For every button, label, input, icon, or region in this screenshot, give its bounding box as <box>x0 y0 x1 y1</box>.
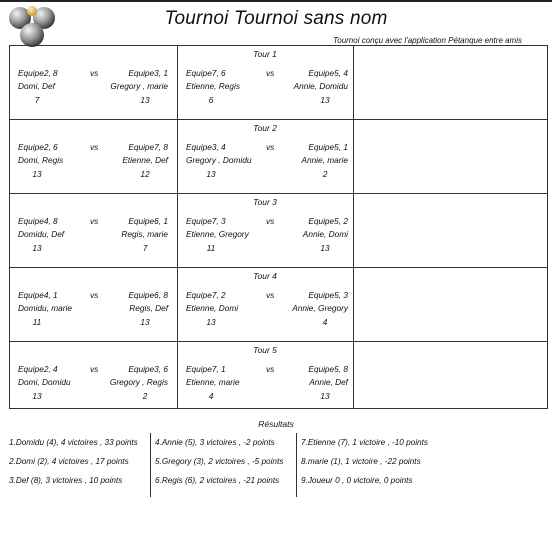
players-left: Domi, Domidu <box>18 377 71 387</box>
ranking-item: 5.Gregory (3), 2 victoires , -5 points <box>155 457 284 466</box>
results-column-3 <box>296 433 428 497</box>
score-right: 2 <box>142 391 148 401</box>
results-title: Résultats <box>258 419 294 429</box>
match-2 <box>186 214 348 264</box>
team-left: Equipe4, 1 <box>18 290 58 300</box>
score-left: 13 <box>32 391 42 401</box>
tours-grid <box>9 45 548 409</box>
players-right: Annie, Domidu <box>293 81 348 91</box>
score-right: 12 <box>140 169 150 179</box>
match-1 <box>18 140 168 190</box>
team-left: Equipe2, 6 <box>18 142 58 152</box>
tour-block-2 <box>10 120 547 194</box>
score-right: 13 <box>140 317 150 327</box>
score-left: 13 <box>206 169 216 179</box>
ranking-item: 7.Etienne (7), 1 victoire , -10 points <box>301 438 428 447</box>
score-left: 13 <box>32 243 42 253</box>
players-left: Domi, Regis <box>18 155 64 165</box>
team-right: Equipe5, 3 <box>308 290 348 300</box>
team-left: Equipe7, 6 <box>186 68 226 78</box>
team-right: Equipe3, 1 <box>128 68 168 78</box>
page-subtitle: Tournoi conçu avec l'application Pétanque entre amis <box>333 36 522 45</box>
team-right: Equipe6, 8 <box>128 290 168 300</box>
team-left: Equipe2, 4 <box>18 364 58 374</box>
score-left: 7 <box>34 95 40 105</box>
vs-label: vs <box>266 364 275 374</box>
page-title: Tournoi Tournoi sans nom <box>164 8 388 29</box>
team-right: Equipe5, 8 <box>308 364 348 374</box>
column-divider <box>353 194 354 267</box>
tour-label: Tour 3 <box>253 197 277 207</box>
team-left: Equipe4, 8 <box>18 216 58 226</box>
players-left: Etienne, Regis <box>186 81 240 91</box>
tour-label: Tour 5 <box>253 345 277 355</box>
score-left: 6 <box>208 95 214 105</box>
score-right: 13 <box>320 243 330 253</box>
players-left: Etienne, Domi <box>186 303 239 313</box>
tour-label: Tour 2 <box>253 123 277 133</box>
players-right: Annie, Def <box>309 377 348 387</box>
score-right: 13 <box>140 95 150 105</box>
column-divider <box>353 342 354 408</box>
column-divider <box>353 268 354 341</box>
score-left: 11 <box>32 317 42 327</box>
ranking-item: 2.Domi (2), 4 victoires , 17 points <box>9 457 129 466</box>
team-left: Equipe3, 4 <box>186 142 226 152</box>
vs-label: vs <box>266 68 275 78</box>
vs-label: vs <box>266 216 275 226</box>
team-right: Equipe6, 1 <box>128 216 168 226</box>
match-2 <box>186 140 348 190</box>
score-right: 13 <box>320 95 330 105</box>
column-divider <box>353 46 354 119</box>
team-left: Equipe2, 8 <box>18 68 58 78</box>
team-left: Equipe7, 1 <box>186 364 226 374</box>
score-left: 4 <box>208 391 214 401</box>
players-left: Etienne, Gregory <box>186 229 249 239</box>
tour-label: Tour 4 <box>253 271 277 281</box>
match-1 <box>18 288 168 338</box>
players-left: Domidu, marie <box>18 303 72 313</box>
match-2 <box>186 288 348 338</box>
match-2 <box>186 362 348 412</box>
score-right: 4 <box>322 317 328 327</box>
team-left: Equipe7, 2 <box>186 290 226 300</box>
top-rule <box>0 0 552 2</box>
players-right: Annie, Gregory <box>292 303 348 313</box>
vs-label: vs <box>266 290 275 300</box>
players-left: Etienne, marie <box>186 377 240 387</box>
vs-label: vs <box>90 364 99 374</box>
team-right: Equipe5, 1 <box>308 142 348 152</box>
tour-block-4 <box>10 268 547 342</box>
score-right: 13 <box>320 391 330 401</box>
ranking-item: 4.Annie (5), 3 victoires , -2 points <box>155 438 275 447</box>
players-right: Regis, marie <box>121 229 168 239</box>
tour-block-3 <box>10 194 547 268</box>
ranking-item: 6.Regis (6), 2 victoires , -21 points <box>155 476 280 485</box>
score-left: 13 <box>32 169 42 179</box>
vs-label: vs <box>90 142 99 152</box>
match-1 <box>18 362 168 412</box>
ranking-item: 9.Joueur 0 , 0 victoire, 0 points <box>301 476 413 485</box>
score-right: 2 <box>322 169 328 179</box>
match-1 <box>18 214 168 264</box>
match-1 <box>18 66 168 116</box>
players-left: Domi, Def <box>18 81 55 91</box>
players-right: Annie, Domi <box>302 229 348 239</box>
team-right: Equipe5, 4 <box>308 68 348 78</box>
tour-block-1 <box>10 46 547 120</box>
ranking-item: 3.Def (8), 3 victoires , 10 points <box>9 476 123 485</box>
score-left: 13 <box>206 317 216 327</box>
results-column-1 <box>9 433 138 490</box>
column-divider <box>353 120 354 193</box>
players-right: Gregory , marie <box>110 81 168 91</box>
tour-label: Tour 1 <box>253 49 277 59</box>
players-right: Annie, marie <box>301 155 348 165</box>
vs-label: vs <box>90 68 99 78</box>
results-column-2 <box>150 433 283 497</box>
ranking-item: 1.Domidu (4), 4 victoires , 33 points <box>9 438 138 447</box>
match-2 <box>186 66 348 116</box>
tour-block-5 <box>10 342 547 408</box>
team-right: Equipe7, 8 <box>128 142 168 152</box>
team-right: Equipe3, 6 <box>128 364 168 374</box>
ranking-item: 8.marie (1), 1 victoire , -22 points <box>301 457 421 466</box>
players-right: Etienne, Def <box>122 155 168 165</box>
team-left: Equipe7, 3 <box>186 216 226 226</box>
players-left: Domidu, Def <box>18 229 65 239</box>
players-right: Regis, Def <box>129 303 168 313</box>
score-right: 7 <box>142 243 148 253</box>
vs-label: vs <box>90 216 99 226</box>
team-right: Equipe5, 2 <box>308 216 348 226</box>
vs-label: vs <box>266 142 275 152</box>
score-left: 11 <box>206 243 216 253</box>
players-left: Gregory , Domidu <box>186 155 252 165</box>
vs-label: vs <box>90 290 99 300</box>
players-right: Gregory , Regis <box>109 377 168 387</box>
